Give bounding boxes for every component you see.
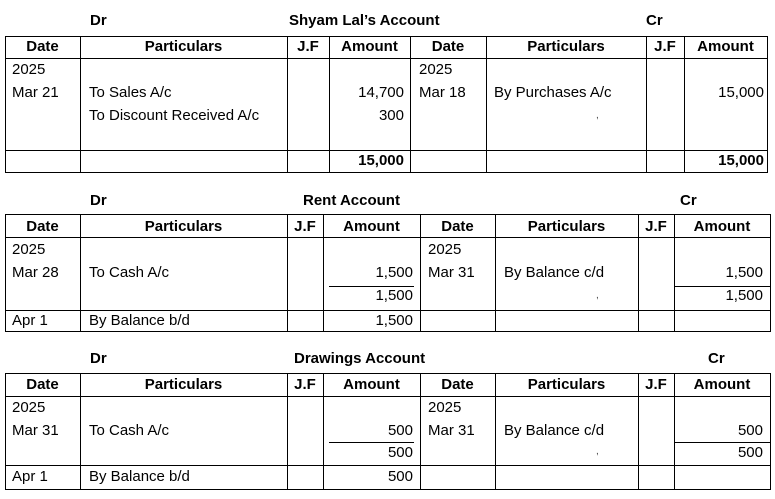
debit-date: Mar 21	[12, 84, 59, 101]
carry-particulars: By Balance b/d	[89, 468, 190, 485]
debit-date: Mar 28	[12, 264, 59, 281]
debit-date: Mar 31	[12, 422, 59, 439]
header-particulars: Particulars	[144, 376, 223, 393]
credit-particulars: By Balance c/d	[504, 422, 605, 439]
stray-mark: ,	[596, 446, 599, 457]
header-amount: Amount	[343, 376, 400, 393]
carry-amount: 500	[387, 468, 413, 485]
header-amount: Amount	[341, 38, 398, 55]
debit-particulars: To Cash A/c	[89, 422, 170, 439]
header-particulars: Particulars	[144, 38, 223, 55]
ledger-title: Shyam Lal’s Account	[289, 12, 440, 29]
credit-amount: 500	[737, 422, 763, 439]
header-amount: Amount	[693, 218, 751, 235]
carry-amount: 1,500	[375, 312, 413, 329]
stray-mark: ,	[596, 110, 599, 121]
credit-year: 2025	[428, 241, 462, 258]
debit-year: 2025	[12, 61, 46, 78]
credit-particulars: By Purchases A/c	[494, 84, 612, 101]
header-date: Date	[26, 38, 59, 55]
ledger-title: Drawings Account	[294, 350, 426, 367]
debit-particulars: To Cash A/c	[89, 264, 170, 281]
credit-total: 1,500	[725, 287, 763, 304]
header-amount: Amount	[697, 38, 754, 55]
header-date: Date	[431, 38, 465, 55]
cr-label: Cr	[646, 12, 663, 29]
header-particulars: Particulars	[527, 218, 606, 235]
header-jf: J.F	[645, 218, 667, 235]
credit-total: 15,000	[718, 152, 764, 169]
header-amount: Amount	[693, 376, 751, 393]
header-date: Date	[441, 376, 474, 393]
credit-amount: 1,500	[725, 264, 763, 281]
cr-label: Cr	[680, 192, 697, 209]
debit-amount: 300	[378, 107, 404, 124]
credit-amount: 15,000	[718, 84, 764, 101]
credit-date: Mar 18	[419, 84, 466, 101]
debit-total: 15,000	[358, 152, 404, 169]
credit-total: 500	[737, 444, 763, 461]
carry-date: Apr 1	[12, 468, 48, 485]
header-jf: J.F	[294, 376, 316, 393]
dr-label: Dr	[90, 350, 107, 367]
stray-mark: ,	[596, 290, 599, 301]
dr-label: Dr	[90, 12, 107, 29]
debit-year: 2025	[12, 241, 46, 258]
debit-amount: 1,500	[375, 264, 413, 281]
debit-particulars: To Discount Received A/c	[89, 107, 260, 124]
header-date: Date	[26, 376, 59, 393]
header-particulars: Particulars	[144, 218, 223, 235]
dr-label: Dr	[90, 192, 107, 209]
header-jf: J.F	[297, 38, 319, 55]
credit-year: 2025	[428, 399, 462, 416]
debit-amount: 500	[387, 422, 413, 439]
credit-date: Mar 31	[428, 422, 475, 439]
ledger-shyam-lal	[0, 0, 775, 175]
debit-total: 1,500	[375, 287, 413, 304]
carry-date: Apr 1	[12, 312, 48, 329]
credit-date: Mar 31	[428, 264, 475, 281]
debit-total: 500	[387, 444, 413, 461]
ledger-rent	[0, 180, 775, 335]
header-particulars: Particulars	[527, 376, 606, 393]
carry-particulars: By Balance b/d	[89, 312, 190, 329]
cr-label: Cr	[708, 350, 725, 367]
header-particulars: Particulars	[527, 38, 605, 55]
ledger-title: Rent Account	[303, 192, 400, 209]
header-amount: Amount	[343, 218, 400, 235]
header-date: Date	[441, 218, 474, 235]
debit-amount: 14,700	[358, 84, 404, 101]
debit-particulars: To Sales A/c	[89, 84, 172, 101]
header-date: Date	[26, 218, 59, 235]
header-jf: J.F	[294, 218, 316, 235]
header-jf: J.F	[645, 376, 667, 393]
credit-year: 2025	[419, 61, 453, 78]
header-jf: J.F	[654, 38, 676, 55]
ledger-drawings	[0, 338, 775, 499]
debit-year: 2025	[12, 399, 46, 416]
credit-particulars: By Balance c/d	[504, 264, 605, 281]
